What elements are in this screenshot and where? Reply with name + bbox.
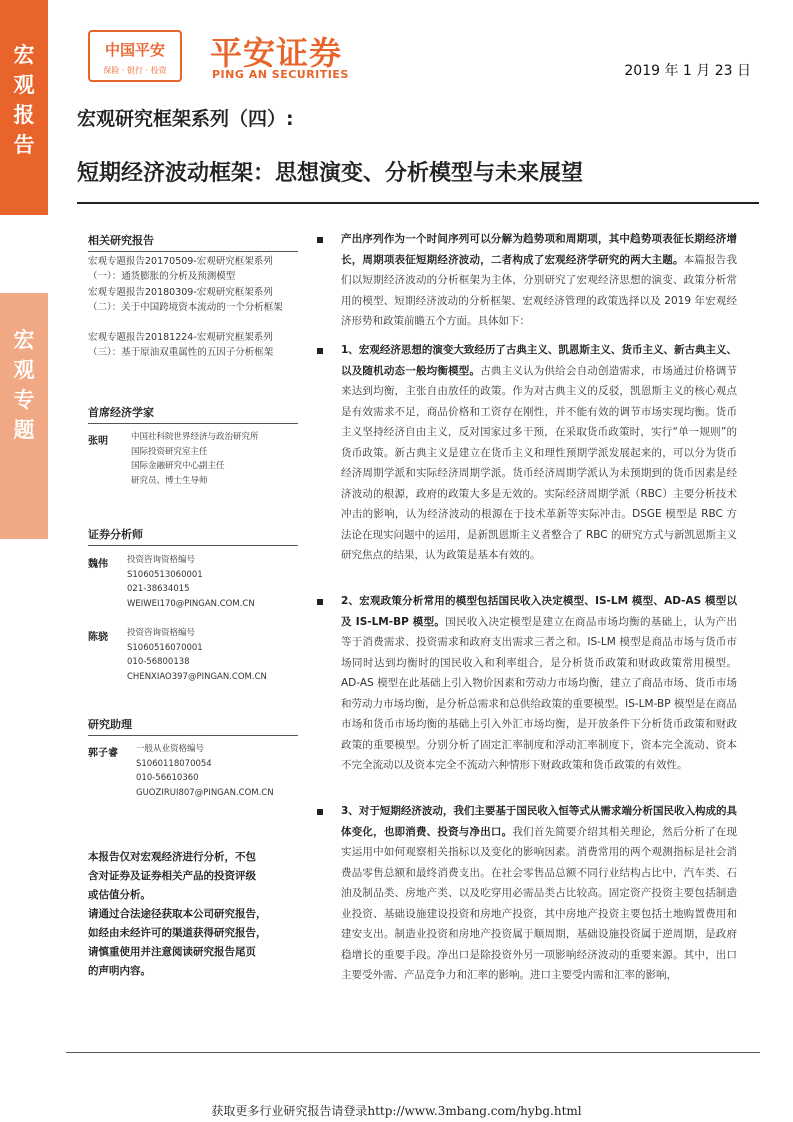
info-line: 国际金融研究中心副主任 xyxy=(131,461,225,471)
bullet-square-icon xyxy=(317,237,323,243)
paragraph-lead: 1、宏观经济思想的演变大致经历了古典主义、凯恩斯主义、货币主义、新古典主义、以及随机动态一般均衡模型。 xyxy=(341,344,737,377)
tab-char: 报 xyxy=(13,102,35,127)
analyst-info xyxy=(127,553,302,611)
related-reports-heading: 相关研究报告 xyxy=(88,232,298,252)
analyst-email[interactable]: CHENXIAO397@PINGAN.COM.CN xyxy=(127,671,267,682)
disclaimer-line: 含对证券及证券相关产品的投资评级 xyxy=(88,870,256,882)
logo-cn-text: 中国平安 xyxy=(104,41,165,59)
section-2-paragraph xyxy=(341,591,737,776)
disclaimer-line: 本报告仅对宏观经济进行分析，不包 xyxy=(88,851,256,863)
report-category-tab xyxy=(0,293,48,539)
analyst-email[interactable]: WEIWEI170@PINGAN.COM.CN xyxy=(127,598,255,609)
assistant-info xyxy=(136,742,311,800)
info-line: 投资咨询资格编号 xyxy=(127,628,196,638)
info-line: S1060516070001 xyxy=(127,642,203,653)
analysts-heading: 证券分析师 xyxy=(88,526,298,546)
pingan-group-logo xyxy=(88,30,182,82)
analyst-info xyxy=(127,626,302,684)
tab-char: 观 xyxy=(13,72,35,97)
paragraph-body: 古典主义认为供给会自动创造需求，市场通过价格调节来达到均衡，主张自由放任的政策。作为对古典主义的反驳，凯恩斯主义的核心观点是有效需求不足，商品价格和工资存在刚性，并不能有效的调节市场实现均衡。货币主义坚持经济自由主义，反对国家过多干预，在采取货币政策时，实行“单一规则”的货币政策。新古典主义是建立在货币主义和理性预期学派发展起来的，可以分为货币经济周期学派和实际经济周期学派。货币经济周期学派认为未预期到的货币因素是经济波动的根源，政府的政策大多是无效的。实际经济周期学派（RBC）主要分析技术冲击的影响，认为经济波动的根源在于技术革新等实际冲击。DSGE 模型是 RBC 方法论在现实问题中的运用，是新凯恩斯主义者整合了 RBC 的研究方式与新凯恩斯主义研究焦点的结果，认为政策是基本有效的。 xyxy=(341,364,738,561)
info-line: S1060118070054 xyxy=(136,758,212,769)
report-type-tab xyxy=(0,0,48,215)
bullet-square-icon xyxy=(317,809,323,815)
info-line: 一般从业资格编号 xyxy=(136,744,205,754)
chief-economist-name: 张明 xyxy=(88,436,108,447)
related-report-item: 宏观专题报告20170509-宏观研究框架系列（一）：通货膨胀的分析及预测模型 xyxy=(88,256,273,282)
tab-char: 专 xyxy=(13,387,35,412)
info-line: 021-38634015 xyxy=(127,584,190,594)
disclaimer-line: 请通过合法途径获取本公司研究报告， xyxy=(88,908,267,920)
summary-paragraph xyxy=(341,229,737,332)
chief-economist-info xyxy=(131,430,306,488)
disclaimer-line: 或估值分析。 xyxy=(88,889,151,901)
paragraph-body: 本篇报告我们以短期经济波动的分析框架为主体，分别研究了宏观经济思想的演变、政策分析常用的模型、短期经济波动的分析框架、宏观经济管理的政策选择以及 2019 年宏观经济形势和政策前瞻五个方面。具体如下： xyxy=(341,253,738,327)
tab-char: 告 xyxy=(13,132,35,157)
disclaimer-line: 的声明内容。 xyxy=(88,965,151,977)
assistant-name: 郭子睿 xyxy=(88,748,118,759)
info-line: 研究员、博士生导师 xyxy=(131,475,208,486)
brand-name: 平安证券 xyxy=(210,34,343,72)
research-assistant-heading: 研究助理 xyxy=(88,716,298,736)
info-line: 中国社科院世界经济与政治研究所 xyxy=(131,432,259,442)
chief-economist-heading: 首席经济学家 xyxy=(88,404,298,424)
tab-char: 宏 xyxy=(13,327,35,352)
section-1-paragraph xyxy=(341,340,737,566)
bullet-square-icon xyxy=(317,599,323,605)
info-line: 国际投资研究室主任 xyxy=(131,446,208,457)
assistant-email[interactable]: GUOZIRUI807@PINGAN.COM.CN xyxy=(136,787,274,798)
bullet-square-icon xyxy=(317,348,323,354)
paragraph-body: 国民收入决定模型是建立在商品市场均衡的基础上，认为产出等于消费需求、投资需求和政府支出需求三者之和。IS-LM 模型是商品市场与货币市场同时达到均衡时的国民收入和利率组合，是分析货币政策和财政政策常用模型。AD-AS 模型在此基础上引入物价因素和劳动力市场均衡，建立了商品市场、货币市场和劳动力市场均衡，是分析总需求和总供给政策的重要模型。IS-LM-BP 模型是在商品市场和货币市场均衡的基础上引入外汇市场均衡，是开放条件下分析货币政策和财政政策的重要模型。分别分析了固定汇率制度和浮动汇率制度下，资本完全流动、资本不完全流动以及资本完全不流动六种情形下财政政策和货币政策的有效性。 xyxy=(341,615,738,771)
title-divider xyxy=(77,202,759,204)
info-line: S1060513060001 xyxy=(127,569,203,580)
tab-char: 观 xyxy=(13,357,35,382)
analyst-name: 陈骁 xyxy=(88,632,108,643)
paragraph-lead: 产出序列作为一个时间序列可以分解为趋势项和周期项，其中趋势项表征长期经济增长，周期项表征短期经济波动，二者构成了宏观经济学研究的两大主题。 xyxy=(341,233,737,266)
info-line: 投资咨询资格编号 xyxy=(127,555,196,565)
footer-divider xyxy=(66,1052,760,1053)
page-title: 短期经济波动框架：思想演变、分析模型与未来展望 xyxy=(77,161,584,186)
disclaimer-line: 如经由未经许可的渠道获得研究报告， xyxy=(88,927,267,939)
series-title: 宏观研究框架系列（四）: xyxy=(77,108,294,130)
related-report-item: 宏观专题报告20180309-宏观研究框架系列（二）：关于中国跨境资本流动的一个分析框架 xyxy=(88,287,283,313)
info-line: 010-56610360 xyxy=(136,773,199,783)
footer-link[interactable]: 获取更多行业研究报告请登录http://www.3mbang.com/hybg.html xyxy=(211,1104,582,1118)
disclaimer-line: 请慎重使用并注意阅读研究报告尾页 xyxy=(88,946,256,958)
brand-name-en: PING AN SECURITIES xyxy=(212,68,349,81)
tab-char: 题 xyxy=(13,417,35,442)
tab-char: 宏 xyxy=(13,42,35,67)
report-date: 2019 年 1 月 23 日 xyxy=(624,63,751,79)
info-line: 010-56800138 xyxy=(127,657,190,667)
logo-slogan: 保险 · 银行 · 投资 xyxy=(103,66,167,75)
section-3-paragraph xyxy=(341,801,737,986)
disclaimer xyxy=(88,848,298,981)
paragraph-lead: 2、宏观政策分析常用的模型包括国民收入决定模型、IS-LM 模型、AD-AS 模型以及 IS-LM-BP 模型。 xyxy=(341,595,737,628)
analyst-name: 魏伟 xyxy=(88,559,108,570)
paragraph-lead: 3、对于短期经济波动，我们主要基于国民收入恒等式从需求端分析国民收入构成的具体变化，也即消费、投资与净出口。 xyxy=(341,805,737,838)
related-report-item: 宏观专题报告20181224-宏观研究框架系列（三）：基于原油双重属性的五因子分析框架 xyxy=(88,332,274,358)
paragraph-body: 我们首先简要介绍其相关理论，然后分析了在现实运用中如何观察相关指标以及变化的影响因素。消费常用的两个观测指标是社会消费品零售总额和最终消费支出。在社会零售品总额不同行业结构占比中，汽车类、石油及制品类、房地产类、以及吃穿用必需品类占比较高。固定资产投资主要包括制造业投资、基础设施建设投资和房地产投资，其中房地产投资主要包括土地购置费用和建安支出。制造业投资和房地产投资属于顺周期，基础设施投资属于逆周期，是政府稳增长的重要手段。净出口是除投资外另一项影响经济波动的重要来源。其中，出口主要受外需、产品竞争力和汇率的影响。进口主要受内需和汇率的影响， xyxy=(341,825,738,981)
